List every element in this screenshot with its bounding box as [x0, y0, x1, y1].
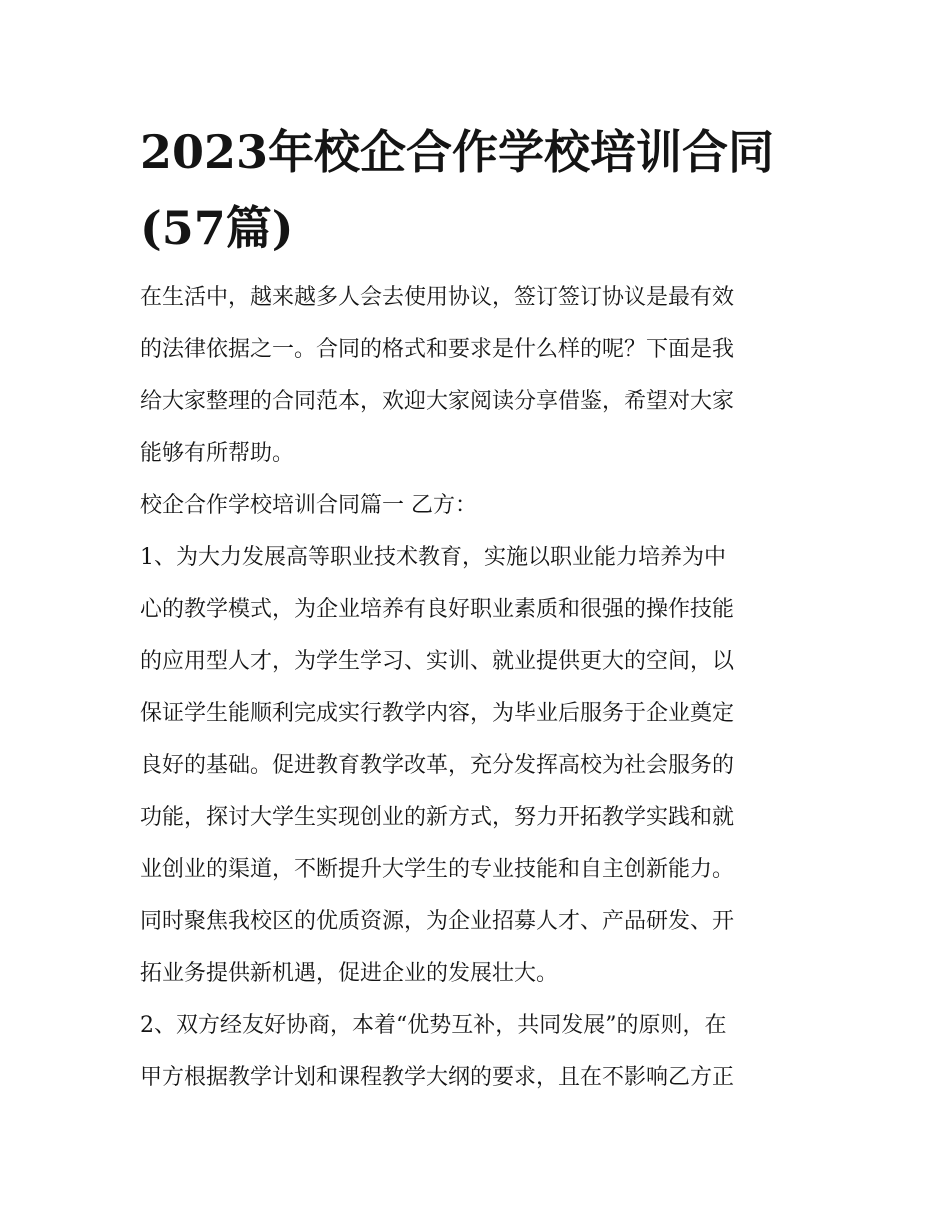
intro-paragraph — [140, 272, 812, 480]
paragraph-line: 保证学生能顺利完成实行教学内容，为毕业后服务于企业奠定 — [140, 701, 735, 726]
paragraph-line: 的法律依据之一。合同的格式和要求是什么样的呢？下面是我 — [140, 337, 735, 362]
paragraph-line: 良好的基础。促进教育教学改革，充分发挥高校为社会服务的 — [140, 753, 735, 778]
paragraph-line: 拓业务提供新机遇，促进企业的发展壮大。 — [140, 961, 559, 986]
paragraph-line: 在生活中，越来越多人会去使用协议，签订签订协议是最有效 — [140, 285, 735, 310]
paragraph-line: 能够有所帮助。 — [140, 441, 295, 466]
document-title — [140, 114, 812, 266]
paragraph-line: 业创业的渠道，不断提升大学生的专业技能和自主创新能力。 — [140, 857, 735, 882]
section-heading — [140, 480, 812, 532]
paragraph-line: 给大家整理的合同范本，欢迎大家阅读分享借鉴，希望对大家 — [140, 389, 735, 414]
clause-1 — [140, 532, 812, 1000]
title-line: (57篇) — [140, 201, 294, 255]
paragraph-line: 2、双方经友好协商，本着“优势互补，共同发展”的原则，在 — [140, 1013, 727, 1038]
document-content — [140, 114, 812, 1104]
document-body — [140, 272, 812, 1104]
paragraph-line: 甲方根据教学计划和课程教学大纲的要求，且在不影响乙方正 — [140, 1065, 735, 1090]
clause-2 — [140, 1000, 812, 1104]
paragraph-line: 同时聚焦我校区的优质资源，为企业招募人才、产品研发、开 — [140, 909, 735, 934]
paragraph-line: 功能，探讨大学生实现创业的新方式，努力开拓教学实践和就 — [140, 805, 735, 830]
paragraph-line: 1、为大力发展高等职业技术教育，实施以职业能力培养为中 — [140, 545, 726, 570]
paragraph-line: 的应用型人才，为学生学习、实训、就业提供更大的空间，以 — [140, 649, 735, 674]
section-heading-text: 校企合作学校培训合同篇一 乙方： — [140, 493, 477, 518]
paragraph-line: 心的教学模式，为企业培养有良好职业素质和很强的操作技能 — [140, 597, 735, 622]
title-line: 2023年校企合作学校培训合同 — [140, 125, 775, 179]
